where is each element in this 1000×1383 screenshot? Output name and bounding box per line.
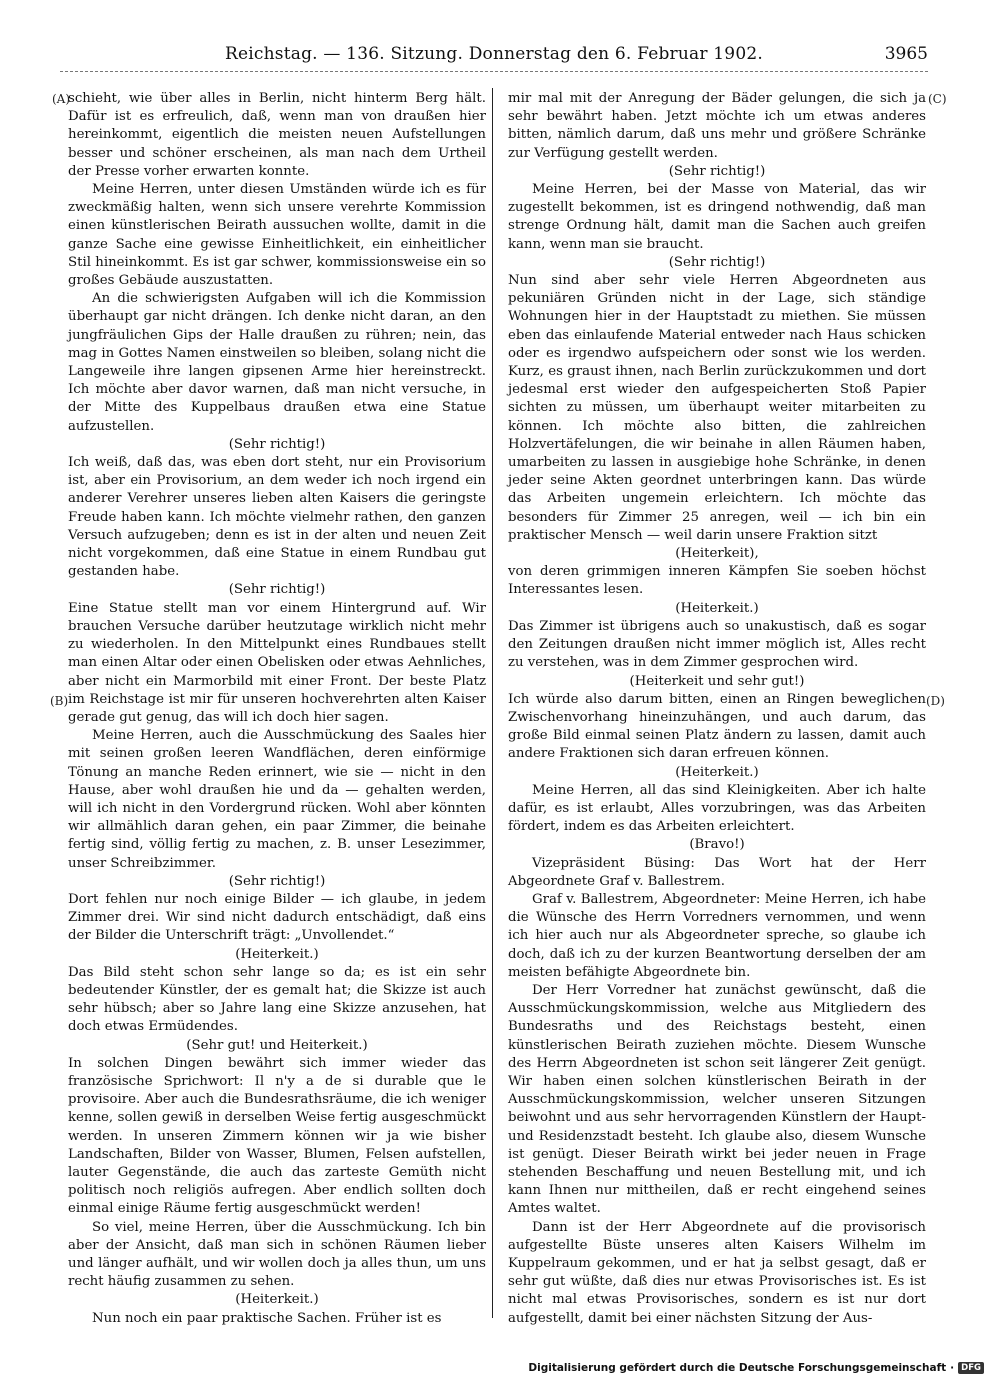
left-interjection: (Sehr richtig!): [228, 582, 326, 598]
left-paragraph: Meine Herren, auch die Ausschmückung des Saales hier mit seinen großen leeren Wandflächen, deren einförmige Tönung an manche Reden erinnert, wie sie — nicht in den Hause, aber wohl draußen hie und da — gehalten werden, will ich nicht in den Vordergrund rücken. Wohl aber könnten wir allmählich daran gehen, ein paar Zimmer, die beinahe fertig sind, völlig fertig zu machen, z. B. unser Lesezimmer, unser Schreibzimmer.: [68, 728, 486, 871]
right-paragraph: Dann ist der Herr Abgeordnete auf die provisorisch aufgestellte Büste unseres alten Kaisers Wilhelm im Kuppelraum gekommen, und er hat ja selbst gesagt, daß er sehr gut wüßte, daß dies nur etwas Provisorisches ist. Es ist nicht mal etwas Provisorisches, sondern es ist nur dort aufgestellt, damit bei einer nächsten Sitzung der Aus-: [508, 1219, 926, 1326]
margin-mark-b: (B): [50, 694, 69, 708]
right-paragraph: Vizepräsident Büsing: Das Wort hat der Herr Abgeordnete Graf v. Ballestrem.: [508, 855, 926, 889]
right-paragraph: Der Herr Vorredner hat zunächst gewünscht, daß die Ausschmückungskommission, welche aus Mitgliedern des Bundesraths und des Reichstags besteht, einen künstlerischen Beirath zuziehen möchte. Diesem Wunsche des Herrn Abgeordneten ist schon seit längerer Zeit genügt. Wir haben einen solchen künstlerischen Beirath in der Ausschmückungskommission, welcher unseren Sitzungen beiwohnt und aus sehr hervorragenden Künstlern der Haupt- und Residenzstadt besteht. Ich glaube also, diesem Wunsche ist genügt. Dieser Beirath wirkt bei jeder neuen in Frage stehenden Beschaffung und neuen Bestellung mit, und ich kann Ihnen nur mittheilen, daß er recht eingehend seines Amtes waltet.: [508, 982, 926, 1217]
left-paragraph: Nun noch ein paar praktische Sachen. Früher ist es: [92, 1310, 442, 1326]
left-interjection: (Sehr richtig!): [228, 873, 326, 889]
right-interjection: (Sehr richtig!): [668, 254, 766, 270]
left-interjection: (Sehr richtig!): [228, 436, 326, 452]
page-header: [60, 42, 928, 72]
left-paragraph: In solchen Dingen bewährt sich immer wieder das französische Sprichwort: Il n'y a de si durable que le provisoire. Aber auch die Bundesrathsräume, die ich weniger kenne, sollen gewiß in derselben Weise fertig ausgeschmückt werden. In unseren Zimmern können wir ja wie bisher Landschaften, Bilder von Wasser, Blumen, Felsen aufstellen, lauter Gegenstände, die auch das zarteste Gemüth nicht politisch noch religiös aufregen. Aber endlich sollten doch einmal einige Räume fertig ausgeschmückt werden!: [68, 1055, 486, 1217]
page-number: 3965: [884, 44, 928, 64]
page-footer: Digitalisierung gefördert durch die Deutsche Forschungsgemeinschaft · DFG: [528, 1362, 984, 1374]
running-title: Reichstag. — 136. Sitzung. Donnerstag den 6. Februar 1902.: [225, 44, 763, 64]
right-interjection: (Heiterkeit.): [675, 764, 759, 780]
margin-mark-c: (C): [928, 92, 947, 106]
right-paragraph: Das Zimmer ist übrigens auch so unakustisch, daß es sogar den Zeitungen draußen nicht immer möglich ist, Alles recht zu verstehen, was in dem Zimmer gesprochen wird.: [508, 618, 926, 671]
right-interjection: (Sehr richtig!): [668, 163, 766, 179]
footer-credit: Digitalisierung gefördert durch die Deutsche Forschungsgemeinschaft: [528, 1362, 947, 1374]
right-paragraph: Meine Herren, all das sind Kleinigkeiten. Aber ich halte dafür, es ist erlaubt, Alles vorzubringen, was das Arbeiten fördert, indem es das Arbeiten erleichtert.: [508, 782, 926, 835]
right-paragraph: von deren grimmigen inneren Kämpfen Sie soeben höchst Interessantes lesen.: [508, 564, 926, 598]
left-interjection: (Heiterkeit.): [235, 946, 319, 962]
right-interjection: (Heiterkeit.): [675, 600, 759, 616]
left-paragraph: Dort fehlen nur noch einige Bilder — ich glaube, in jedem Zimmer drei. Wir sind nicht dadurch entschädigt, daß eins der Bilder die Unterschrift trägt: „Unvollendet.“: [68, 891, 486, 944]
right-paragraph: Nun sind aber sehr viele Herren Abgeordneten aus pekuniären Gründen nicht in der Lage, sich ständige Wohnungen hier in der Hauptstadt zu miethen. Sie müssen eben das einlaufende Material entweder nach Haus schicken oder es irgendwo aufspeichern oder sonst wie los werden. Kurz, es graust ihnen, nach Berlin zurückzukommen und dort jedesmal erst wieder den aufgespeicherten Stoß Papier sichten zu müssen, um überhaupt weiter mitarbeiten zu können. Ich möchte also bitten, die zahlreichen Holzvertäfelungen, die wir beinahe in allen Räumen haben, umarbeiten zu lassen in ausgiebige hohe Schränke, in denen jeder seine Akten geordnet unterbringen kann. Das würde das Arbeiten ungemein erleichtern. Ich möchte das besonders für Zimmer 25 anregen, weil — ich bin ein praktischer Mensch — weil darin unsere Fraktion sitzt: [508, 273, 926, 543]
right-paragraph: Ich würde also darum bitten, einen an Ringen beweglichen Zwischenvorhang hineinzuhängen, und auch darum, das große Bild einmal seinen Platz ändern zu lassen, damit auch andere Fraktionen sich daran erfreuen können.: [508, 691, 926, 762]
left-paragraph: So viel, meine Herren, über die Ausschmückung. Ich bin aber der Ansicht, daß man sich in schönen Räumen lieber und länger aufhält, und wir wollen doch ja alles thun, um uns recht häufig zusammen zu sehen.: [68, 1219, 486, 1290]
left-paragraph: An die schwierigsten Aufgaben will ich die Kommission überhaupt gar nicht drängen. Ich denke nicht daran, an den jungfräulichen Gips der Halle draußen zu rühren; nein, das mag in Gottes Namen einstweilen so bleiben, solang nicht die Langeweile ihre langen gipsenen Arme hier hereinstreckt. Ich möchte aber davor warnen, daß man nicht versuche, in der Mitte des Kuppelbaus draußen etwa eine Statue aufzustellen.: [68, 291, 486, 434]
dfg-logo: DFG: [958, 1362, 984, 1374]
right-interjection: (Bravo!): [689, 837, 745, 853]
margin-mark-d: (D): [926, 694, 945, 708]
left-interjection: (Heiterkeit.): [235, 1292, 319, 1308]
right-text-column: [508, 90, 926, 1326]
left-paragraph: Das Bild steht schon sehr lange so da; es ist ein sehr bedeutender Künstler, der es gemalt hat; die Skizze ist auch sehr hübsch; aber so Jahre lang eine Skizze anzusehen, hat doch etwas Ermüdendes.: [68, 964, 486, 1035]
column-divider: [492, 88, 493, 1318]
right-paragraph: Graf v. Ballestrem, Abgeordneter: Meine Herren, ich habe die Wünsche des Herrn Vorredners vernommen, und wenn ich hier auch nur als Abgeordneter spreche, so glaube ich doch, daß ich zu der kurzen Beantwortung derselben der am meisten befähigte Abgeordnete bin.: [508, 891, 926, 980]
left-interjection: (Sehr gut! und Heiterkeit.): [186, 1037, 368, 1053]
right-paragraph: mir mal mit der Anregung der Bäder gelungen, die sich ja sehr bewährt haben. Jetzt möchte ich um etwas anderes bitten, nämlich darum, daß uns mehr und größere Schränke zur Verfügung gestellt werden.: [508, 91, 926, 161]
left-text-column: [68, 90, 486, 1326]
left-paragraph: Ich weiß, daß das, was eben dort steht, nur ein Provisorium ist, aber ein Provisorium, an dem weder ich noch irgend ein anderer Verehrer unseres lieben alten Kaisers die geringste Freude haben kann. Ich möchte vielmehr rathen, den ganzen Versuch aufzugeben; denn es ist in der alten und neuen Zeit nicht vorgekommen, daß eine Statue in einem Rundbau gut gestanden habe.: [68, 455, 486, 580]
left-paragraph: Meine Herren, unter diesen Umständen würde ich es für zweckmäßig halten, wenn sich unsere verehrte Kommission einen künstlerischen Beirath aussuchen wollte, damit in die ganze Sache eine gewisse Einheitlichkeit, ein einheitlicher Stil hineinkommt. Es ist gar schwer, kommissionsweise ein so großes Gebäude auszustatten.: [68, 182, 486, 289]
right-interjection: (Heiterkeit und sehr gut!): [629, 673, 805, 689]
left-paragraph: Eine Statue stellt man vor einem Hintergrund auf. Wir brauchen Versuche darüber heutzutage wirklich nicht mehr zu wiederholen. In den Mittelpunkt eines Rundbaues stellt man einen Altar oder einen Obelisken oder etwas Aehnliches, aber nicht ein Marmorbild mit einer Front. Der beste Platz im Reichstage ist mir für unseren hochverehrten alten Kaiser gerade gut genug, das will ich doch hier sagen.: [68, 600, 486, 725]
margin-mark-a: (A): [52, 92, 71, 106]
right-interjection: (Heiterkeit),: [675, 546, 759, 562]
right-paragraph: Meine Herren, bei der Masse von Material, das wir zugestellt bekommen, ist es dringend nothwendig, daß man strenge Ordnung hält, damit man die Sachen auch greifen kann, wenn man sie braucht.: [508, 182, 926, 252]
left-paragraph: schieht, wie über alles in Berlin, nicht hinterm Berg hält. Dafür ist es erfreulich, daß, wenn man von draußen hier hereinkommt, eigentlich die meisten neuen Aufstellungen besser und schöner erscheinen, als man nach dem Urtheil der Presse vorher erwarten konnte.: [68, 91, 486, 179]
